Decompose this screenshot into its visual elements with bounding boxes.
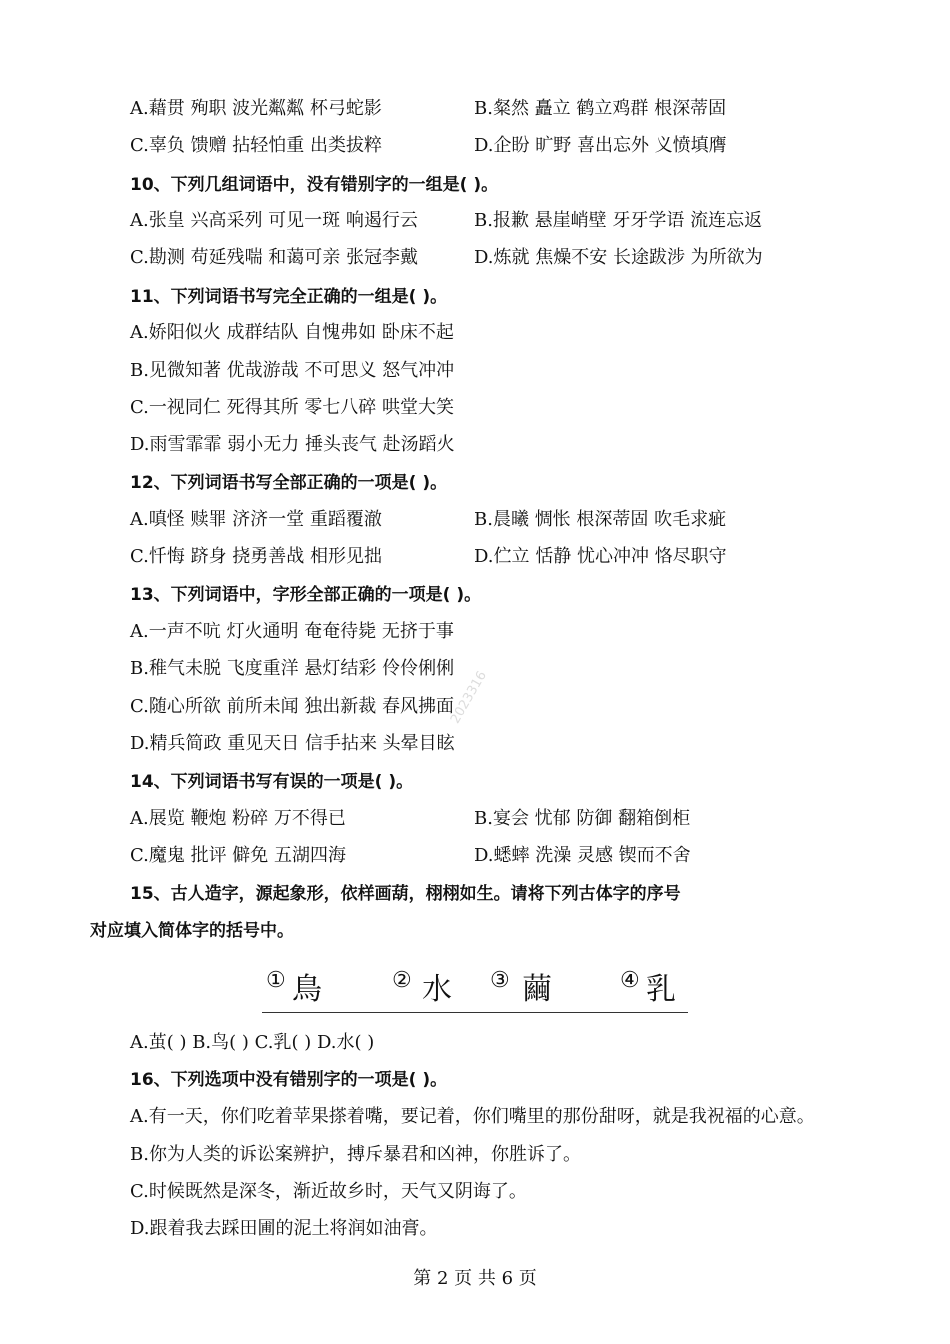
text-line: D.雨雪霏霏 弱小无力 捶头丧气 赴汤蹈火 bbox=[130, 434, 455, 455]
text-line: C.魔鬼 批评 僻免 五湖四海 bbox=[130, 845, 347, 866]
question-10: 10、下列几组词语中，没有错别字的一组是( )。 bbox=[130, 175, 499, 195]
glyph-label: ① bbox=[266, 968, 286, 993]
question-16: 16、下列选项中没有错别字的一项是( )。 bbox=[130, 1070, 448, 1090]
answer-blanks: A.茧( ) B.鸟( ) C.乳( ) D.水( ) bbox=[130, 1032, 375, 1053]
watermark: 2023316 bbox=[447, 668, 490, 727]
text-line: C.时候既然是深冬，渐近故乡时，天气又阴诲了。 bbox=[130, 1181, 527, 1202]
text-line: D.伫立 恬静 忧心冲冲 恪尽职守 bbox=[474, 546, 727, 567]
text-line: A.一声不吭 灯火通明 奄奄待毙 无挤于事 bbox=[130, 621, 454, 642]
text-line: A.嗔怪 赎罪 济济一堂 重蹈覆澈 bbox=[130, 509, 382, 530]
text-line: D.跟着我去踩田圃的泥土将润如油膏。 bbox=[130, 1218, 438, 1239]
text-line: B.宴会 忧郁 防御 翻箱倒柜 bbox=[474, 808, 691, 829]
milk-glyph-icon: 乳 bbox=[646, 972, 676, 1007]
question-13: 13、下列词语中，字形全部正确的一项是( )。 bbox=[130, 585, 482, 605]
text-line: B.你为人类的诉讼案辨护，搏斥暴君和凶神，你胜诉了。 bbox=[130, 1144, 581, 1165]
glyph-label: ② bbox=[392, 968, 412, 993]
question-14: 14、下列词语书写有误的一项是( )。 bbox=[130, 772, 414, 792]
text-line: B.粲然 矗立 鹤立鸡群 根深蒂固 bbox=[474, 98, 727, 119]
text-line: C.忏悔 跻身 挠勇善战 相形见拙 bbox=[130, 546, 383, 567]
question-15-cont: 对应填入简体字的括号中。 bbox=[90, 921, 294, 941]
text-line: B.稚气未脱 飞度重洋 悬灯结彩 伶伶俐俐 bbox=[130, 658, 455, 679]
text-line: A.藉贯 殉职 波光粼粼 杯弓蛇影 bbox=[130, 98, 382, 119]
text-line: D.蟋蟀 洗澡 灵感 锲而不舍 bbox=[474, 845, 691, 866]
question-11: 11、下列词语书写完全正确的一组是( )。 bbox=[130, 287, 448, 307]
text-line: A.张皇 兴高采列 可见一斑 响遏行云 bbox=[130, 210, 418, 231]
bird-glyph-icon: 鳥 bbox=[292, 972, 322, 1007]
cocoon-glyph-icon: 繭 bbox=[522, 972, 552, 1007]
text-line: C.勘测 苟延残喘 和蔼可亲 张冠李戴 bbox=[130, 247, 419, 268]
text-line: B.晨曦 惆怅 根深蒂固 吹毛求疵 bbox=[474, 509, 727, 530]
question-15: 15、古人造字，源起象形，依样画葫，栩栩如生。请将下列古体字的序号 bbox=[130, 884, 681, 904]
text-line: D.企盼 旷野 喜出忘外 义愤填膺 bbox=[474, 135, 727, 156]
page-footer: 第 2 页 共 6 页 bbox=[413, 1268, 537, 1289]
text-line: D.炼就 焦燥不安 长途跋涉 为所欲为 bbox=[474, 247, 763, 268]
text-line: A.娇阳似火 成群结队 自愧弗如 卧床不起 bbox=[130, 322, 454, 343]
text-line: A.有一天，你们吃着苹果搽着嘴，要记着，你们嘴里的那份甜呀，就是我祝福的心意。 bbox=[130, 1106, 815, 1127]
glyph-label: ③ bbox=[490, 968, 510, 993]
text-line: B.见微知著 优哉游哉 不可思义 怒气冲冲 bbox=[130, 360, 455, 381]
glyph-label: ④ bbox=[620, 968, 640, 993]
text-line: C.随心所欲 前所未闻 独出新裁 春风拂面 bbox=[130, 696, 455, 717]
text-line: C.一视同仁 死得其所 零七八碎 哄堂大笑 bbox=[130, 397, 455, 418]
text-line: A.展览 鞭炮 粉碎 万不得已 bbox=[130, 808, 346, 829]
question-12: 12、下列词语书写全部正确的一项是( )。 bbox=[130, 473, 448, 493]
text-line: C.辜负 馈赠 拈轻怕重 出类拔粹 bbox=[130, 135, 383, 156]
text-line: D.精兵简政 重见天日 信手拈来 头晕目眩 bbox=[130, 733, 455, 754]
ancient-glyphs-figure bbox=[262, 966, 688, 1013]
text-line: B.报歉 悬崖峭壁 牙牙学语 流连忘返 bbox=[474, 210, 763, 231]
water-glyph-icon: 水 bbox=[422, 972, 452, 1007]
